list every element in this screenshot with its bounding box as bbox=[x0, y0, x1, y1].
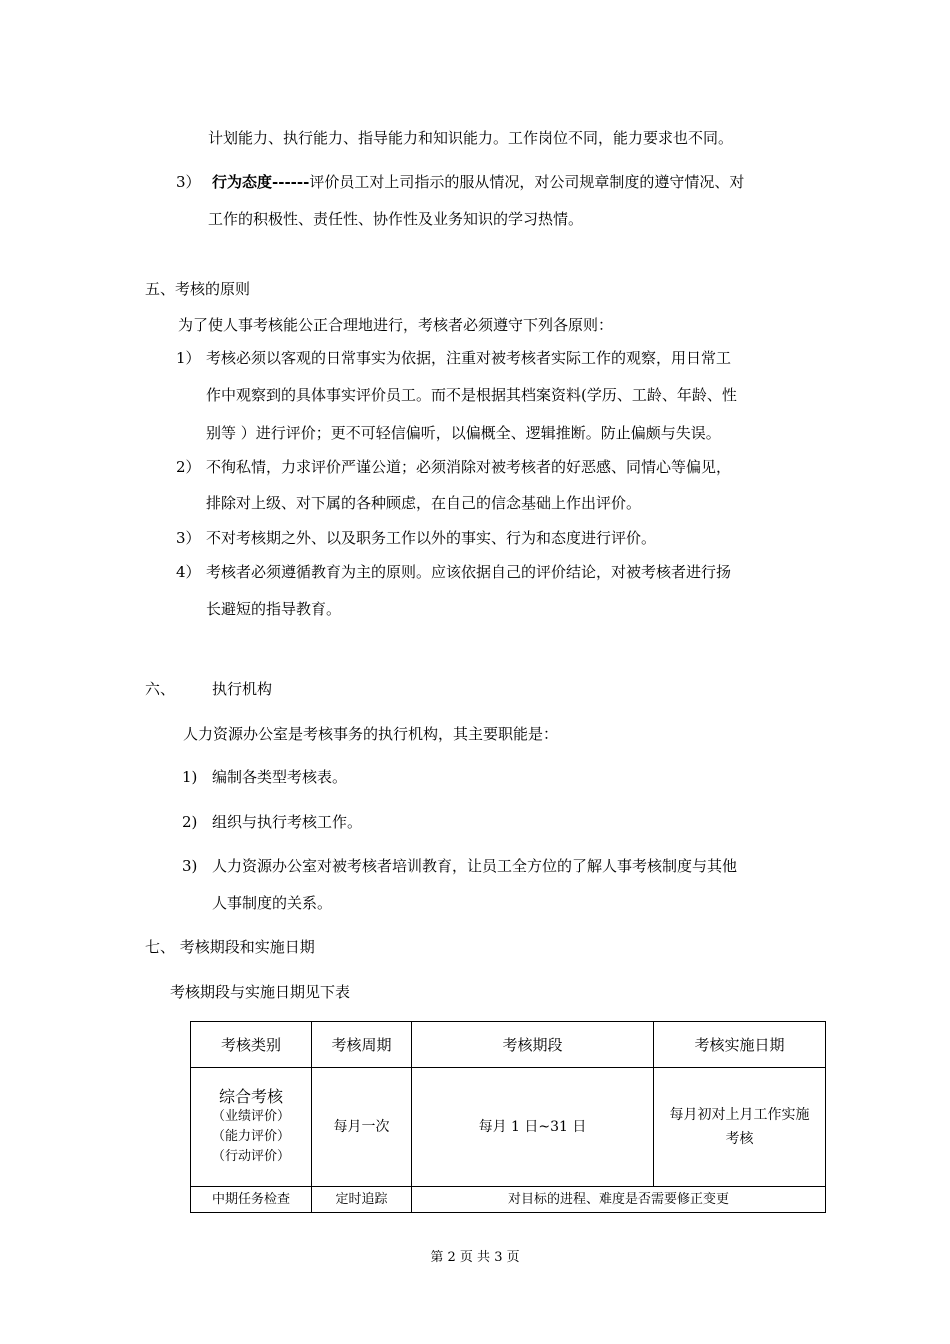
list-item-line: 排除对上级、对下属的各种顾虑，在自己的信念基础上作出评价。 bbox=[206, 494, 642, 512]
table-header-cell: 考核实施日期 bbox=[654, 1022, 826, 1068]
category-cell: 中期任务检查 bbox=[191, 1187, 312, 1213]
section-intro: 人力资源办公室是考核事务的执行机构，其主要职能是： bbox=[183, 725, 559, 743]
list-item-line: 人力资源办公室对被考核者培训教育，让员工全方位的了解人事考核制度与其他 bbox=[212, 857, 738, 875]
list-item-number: 3） bbox=[176, 529, 201, 547]
section-intro: 考核期段与实施日期见下表 bbox=[170, 983, 351, 1001]
list-item-number: 4） bbox=[176, 563, 201, 581]
list-item-number: 1) bbox=[182, 768, 198, 786]
list-item-line: 作中观察到的具体事实评价员工。而不是根据其档案资料(学历、工龄、年龄、性 bbox=[206, 386, 737, 404]
list-item-line: 不对考核期之外、以及职务工作以外的事实、行为和态度进行评价。 bbox=[206, 529, 657, 547]
section-intro: 为了使人事考核能公正合理地进行，考核者必须遵守下列各原则： bbox=[178, 316, 614, 334]
paragraph-line: 计划能力、执行能力、指导能力和知识能力。工作岗位不同，能力要求也不同。 bbox=[208, 129, 734, 147]
date-line: 考核 bbox=[725, 1131, 754, 1147]
list-item-line: 考核者必须遵循教育为主的原则。应该依据自己的评价结论，对被考核者进行扬 bbox=[206, 563, 732, 581]
section-heading: 五、考核的原则 bbox=[145, 280, 251, 298]
section-heading: 七、 考核期段和实施日期 bbox=[145, 938, 315, 956]
period-cell: 每月 1 日~31 日 bbox=[412, 1068, 654, 1187]
table-row bbox=[191, 1187, 826, 1213]
category-main: 综合考核 bbox=[218, 1087, 283, 1106]
table-header-cell: 考核周期 bbox=[312, 1022, 412, 1068]
section-heading: 执行机构 bbox=[212, 680, 273, 698]
list-item-line bbox=[212, 172, 744, 192]
category-cell bbox=[191, 1068, 312, 1187]
section-number: 六、 bbox=[145, 680, 176, 698]
list-item-number: 1） bbox=[176, 349, 201, 367]
category-sub: （能力评价） bbox=[211, 1129, 290, 1144]
table-header-cell: 考核类别 bbox=[191, 1022, 312, 1068]
list-item-line: 长避短的指导教育。 bbox=[206, 600, 342, 618]
page-footer: 第 2 页 共 3 页 bbox=[430, 1250, 520, 1265]
cycle-cell: 每月一次 bbox=[312, 1068, 412, 1187]
list-item-line: 别等 ）进行评价；更不可轻信偏听，以偏概全、逻辑推断。防止偏颇与失误。 bbox=[206, 424, 721, 442]
bold-term: 行为态度------ bbox=[212, 173, 310, 191]
list-item-line: 不徇私情，力求评价严谨公道；必须消除对被考核者的好恶感、同情心等偏见， bbox=[206, 458, 732, 476]
category-sub: （业绩评价） bbox=[211, 1109, 290, 1124]
list-item-number: 2） bbox=[176, 458, 201, 476]
category-sub: （行动评价） bbox=[211, 1149, 290, 1164]
cycle-cell: 定时追踪 bbox=[312, 1187, 412, 1213]
list-item-number: 2) bbox=[182, 813, 198, 831]
list-item-line: 人事制度的关系。 bbox=[212, 894, 333, 912]
assessment-schedule-table bbox=[190, 1021, 826, 1213]
date-cell bbox=[654, 1068, 826, 1187]
table-header-row bbox=[191, 1022, 826, 1068]
term-description: 评价员工对上司指示的服从情况，对公司规章制度的遵守情况、对 bbox=[309, 173, 745, 191]
list-item-line: 组织与执行考核工作。 bbox=[212, 813, 363, 831]
table-header-cell: 考核期段 bbox=[412, 1022, 654, 1068]
date-line: 每月初对上月工作实施 bbox=[669, 1107, 810, 1123]
list-item-line: 工作的积极性、责任性、协作性及业务知识的学习热情。 bbox=[208, 210, 584, 228]
list-item-line: 编制各类型考核表。 bbox=[212, 768, 348, 786]
list-item-number: 3) bbox=[182, 857, 198, 875]
table-row bbox=[191, 1068, 826, 1187]
list-item-number: 3） bbox=[176, 173, 201, 191]
merged-cell: 对目标的进程、难度是否需要修正变更 bbox=[412, 1187, 826, 1213]
list-item-line: 考核必须以客观的日常事实为依据，注重对被考核者实际工作的观察，用日常工 bbox=[206, 349, 732, 367]
